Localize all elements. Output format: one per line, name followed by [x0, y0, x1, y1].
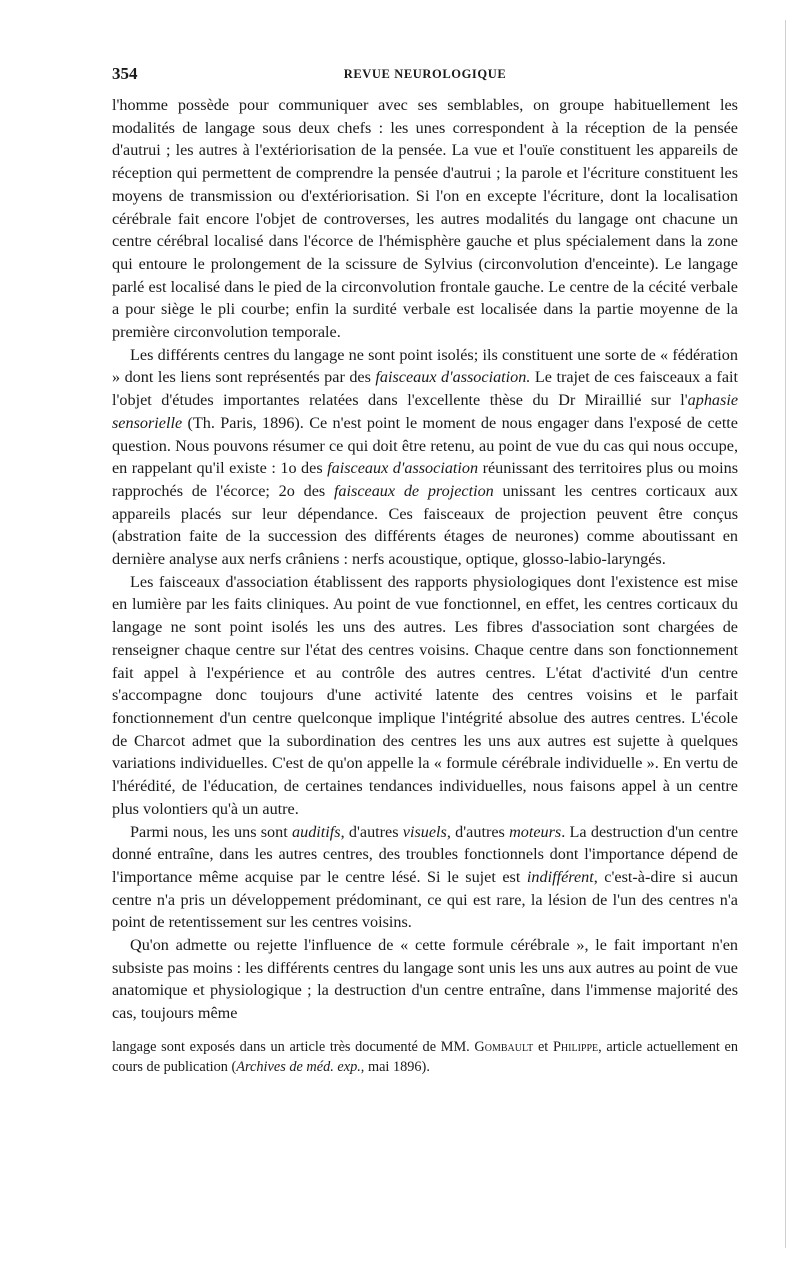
paragraph-4-text-d: . La destruction d'un centre donné entraîne, dans les autres centres, des troubles fonctionnels dont l'importance dépend de l'importance même acquise par le centre lésé. Si le sujet est [112, 822, 739, 886]
paragraph-1 [112, 94, 738, 344]
paragraph-3 [112, 571, 738, 821]
paragraph-4 [112, 821, 738, 935]
footnote-paragraph [112, 1037, 738, 1077]
paragraph-2-em-c: faisceaux d'association [327, 459, 479, 478]
footnote-text-c: , article actuellement en cours de publication ( [112, 1038, 739, 1075]
paragraph-2-text-d: réunissant des territoires plus ou moins rapprochés de l'écorce; 2o des [112, 459, 738, 500]
paragraph-2-em-b: aphasie sensorielle [112, 391, 738, 432]
paragraph-1-text: l'homme possède pour communiquer avec ses semblables, on groupe habituellement les modalités de langage sous deux chefs : les unes correspondent à la réception de la pensée d'autrui ; les autres à l'extériorisation de la pensée. La vue et l'ouïe constituent les appareils de réception qui permettent de comprendre la pensée d'autrui ; la parole et l'écriture constituent les moyens de transmission ou d'extériorisation. Si l'on en excepte l'écriture, dont la localisation cérébrale fait encore l'objet de controverses, les autres modalités du langage ont chacune un centre cérébral localisé dans l'écorce de l'hémisphère gauche et plus spécialement dans la zone qui entoure le prolongement de la scissure de Sylvius (circonvolution d'enceinte). Le langage parlé est localisé dans le pied de la circonvolution frontale gauche. Le centre de la cécité verbale a pour siège le pli courbe; enfin la surdité verbale est localisée dans la partie moyenne de la première circonvolution temporale. [112, 96, 738, 342]
footnote-author-gombault: Gombault [474, 1038, 534, 1055]
paragraph-5-text: Qu'on admette ou rejette l'influence de « cette formule cérébrale », le fait important n'en subsiste pas moins : les différents centres du langage sont unis les uns aux autres au point de vue anatomique et physiologique ; la destruction d'un centre entraîne, dans l'immense majorité des cas, toujours même [112, 936, 738, 1023]
paragraph-2-text-b: Le trajet de ces faisceaux a fait l'objet d'études importantes relatées dans l'excellente thèse du Dr Miraillié sur l' [112, 368, 739, 410]
paragraph-4-text-c: , d'autres [446, 822, 510, 841]
paragraph-4-em-a: auditifs [292, 822, 341, 841]
book-page [112, 60, 738, 1077]
page-number: 354 [112, 64, 138, 83]
footnote-author-philippe: Philippe [552, 1038, 599, 1055]
paragraph-4-text-b: , d'autres [340, 822, 403, 841]
footnote-text-b: et [533, 1038, 553, 1055]
paragraph-4-text-e: , c'est-à-dire si aucun centre n'a pris un développement prédominant, ce qui est rare, la lésion de l'un des centres n'a point de retentissement sur les centres voisins. [112, 867, 739, 932]
paragraph-4-em-b: visuels [402, 822, 447, 841]
page-edge-line [785, 20, 786, 1248]
page-header [112, 60, 738, 94]
paragraph-4-em-c: moteurs [509, 822, 562, 841]
paragraph-2 [112, 344, 738, 571]
paragraph-2-text-c: (Th. Paris, 1896). Ce n'est point le moment de nous engager dans l'exposé de cette question. Nous pouvons résumer ce qui doit être retenu, au point de vue du cas qui nous occupe, en rappelant qu'il existe : 1o des [112, 413, 738, 478]
paragraph-2-text-e: unissant les centres corticaux aux appareils placés sur leur dépendance. Ces faisceaux de projection peuvent être conçus (abstration faite de la succession des différents étages de neurones) comme aboutissant en dernière analyse aux nerfs crâniens : nerfs acoustique, optique, glosso-labio-laryngés. [112, 481, 738, 569]
paragraph-4-text-a: Parmi nous, les uns sont [130, 822, 292, 841]
paragraph-5 [112, 934, 738, 1025]
running-title: REVUE NEUROLOGIQUE [343, 67, 507, 81]
paragraph-2-text-a: Les différents centres du langage ne sont point isolés; ils constituent une sorte de « fédération » dont les liens sont représentés par des [112, 345, 738, 387]
footnote-journal-title: Archives de méd. exp. [236, 1058, 361, 1075]
footnote [112, 1037, 738, 1077]
footnote-text-d: , mai 1896). [360, 1058, 430, 1075]
paragraph-2-em-d: faisceaux de projection [333, 481, 494, 500]
footnote-text-a: langage sont exposés dans un article très documenté de MM. [112, 1038, 475, 1055]
paragraph-2-em-a: faisceaux d'association. [375, 368, 531, 387]
paragraph-3-text: Les faisceaux d'association établissent des rapports physiologiques dont l'existence est mise en lumière par les faits cliniques. Au point de vue fonctionnel, en effet, les centres corticaux du langage ne sont point isolés les uns des autres. Les fibres d'association sont chargées de renseigner chaque centre sur l'état des centres voisins. Chaque centre dans son fonctionnement fait appel à l'expérience et au contrôle des autres centres. L'état d'activité d'un centre s'accompagne donc toujours d'une activité latente des centres voisins et le parfait fonctionnement d'un centre quelconque implique l'intégrité absolue des autres centres. L'école de Charcot admet que la subordination des centres les uns aux autres est sujette à quelques variations individuelles. C'est de qu'on appelle la « formule cérébrale individuelle ». En vertu de l'hérédité, de l'éducation, de certaines tendances individuelles, nous faisons appel à un centre plus volontiers qu'à un autre. [112, 572, 738, 818]
body-text [112, 94, 738, 1025]
paragraph-4-em-d: indifférent [526, 867, 594, 886]
